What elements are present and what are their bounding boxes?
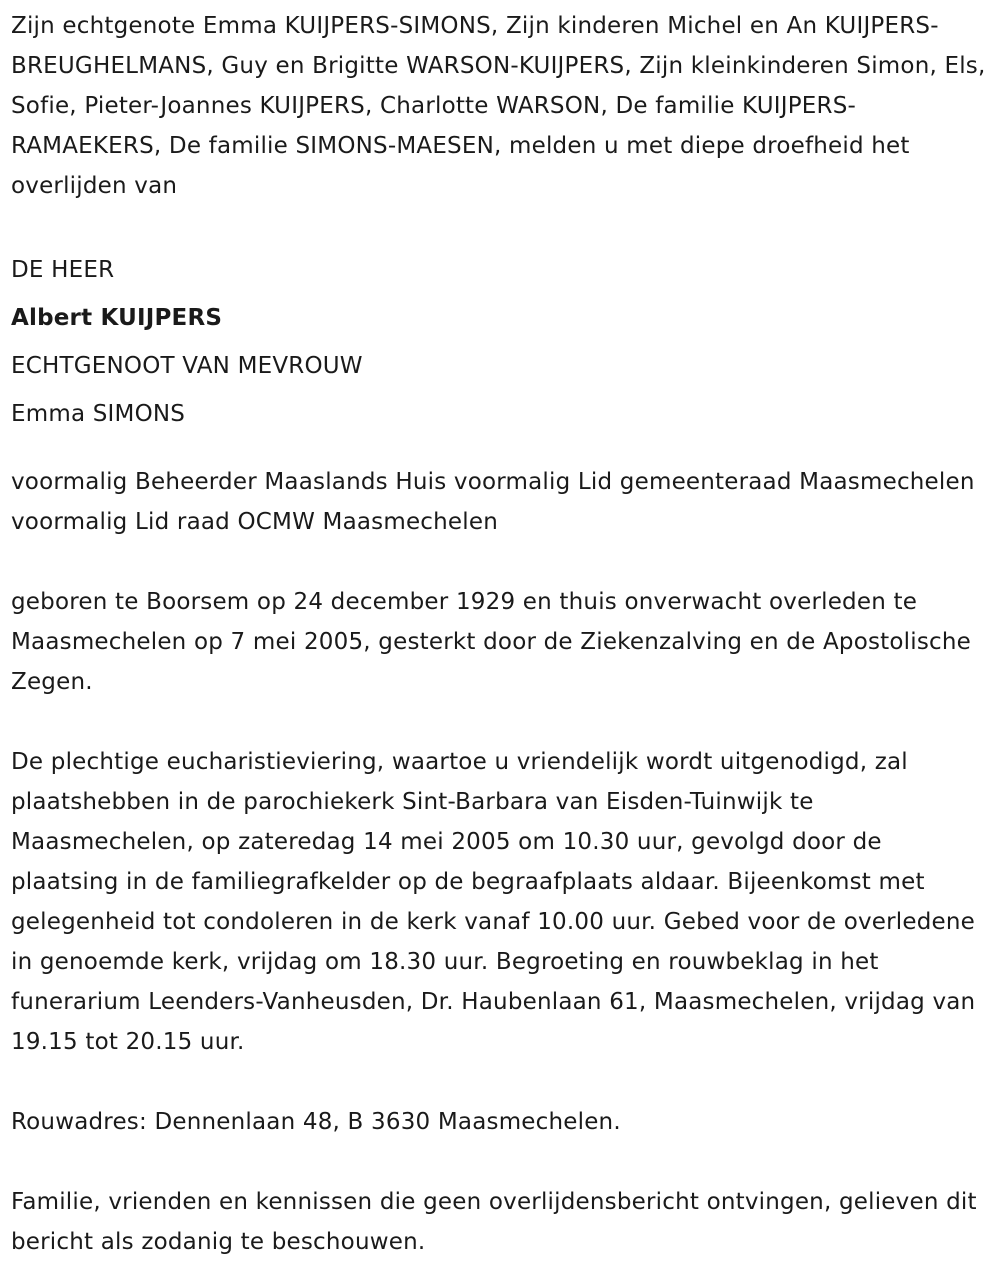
obituary-notice xyxy=(11,6,996,1262)
deceased-name: Albert KUIJPERS xyxy=(11,305,223,331)
ceremony-paragraph: De plechtige eucharistieviering, waartoe u vriendelijk wordt uitgenodigd, zal plaatshebben in de parochiekerk Sint-Barbara van Eisden-Tuinwijk te Maasmechelen, op zateredag 14 mei 2005 om 10.30 uur, gevolgd door de plaatsing in de familiegrafkelder op de begraafplaats aldaar. Bijeenkomst met gelegenheid tot condoleren in de kerk vanaf 10.00 uur. Gebed voor de overledene in genoemde kerk, vrijdag om 18.30 uur. Begroeting en rouwbeklag in het funerarium Leenders-Vanheusden, Dr. Haubenlaan 61, Maasmechelen, vrijdag van 19.15 tot 20.15 uur. xyxy=(11,749,976,1055)
intro-paragraph: Zijn echtgenote Emma KUIJPERS-SIMONS, Zijn kinderen Michel en An KUIJPERS-BREUGHELMANS, Guy en Brigitte WARSON-KUIJPERS, Zijn kleinkinderen Simon, Els, Sofie, Pieter-Joannes KUIJPERS, Charlotte WARSON, De familie KUIJPERS-RAMAEKERS, De familie SIMONS-MAESEN, melden u met diepe droefheid het overlijden van xyxy=(11,13,986,199)
relation-line: ECHTGENOOT VAN MEVROUW xyxy=(11,353,363,379)
functions-paragraph: voormalig Beheerder Maaslands Huis voormalig Lid gemeenteraad Maasmechelen voormalig Lid raad OCMW Maasmechelen xyxy=(11,469,975,535)
spouse-name: Emma SIMONS xyxy=(11,401,186,427)
birth-death-paragraph: geboren te Boorsem op 24 december 1929 en thuis onverwacht overleden te Maasmechelen op 7 mei 2005, gesterkt door de Ziekenzalving en de Apostolische Zegen. xyxy=(11,589,971,695)
deceased-block xyxy=(11,246,996,438)
closing-paragraph: Familie, vrienden en kennissen die geen overlijdensbericht ontvingen, gelieven dit bericht als zodanig te beschouwen. xyxy=(11,1189,977,1255)
salutation: DE HEER xyxy=(11,257,115,283)
mourning-address: Rouwadres: Dennenlaan 48, B 3630 Maasmechelen. xyxy=(11,1109,621,1135)
